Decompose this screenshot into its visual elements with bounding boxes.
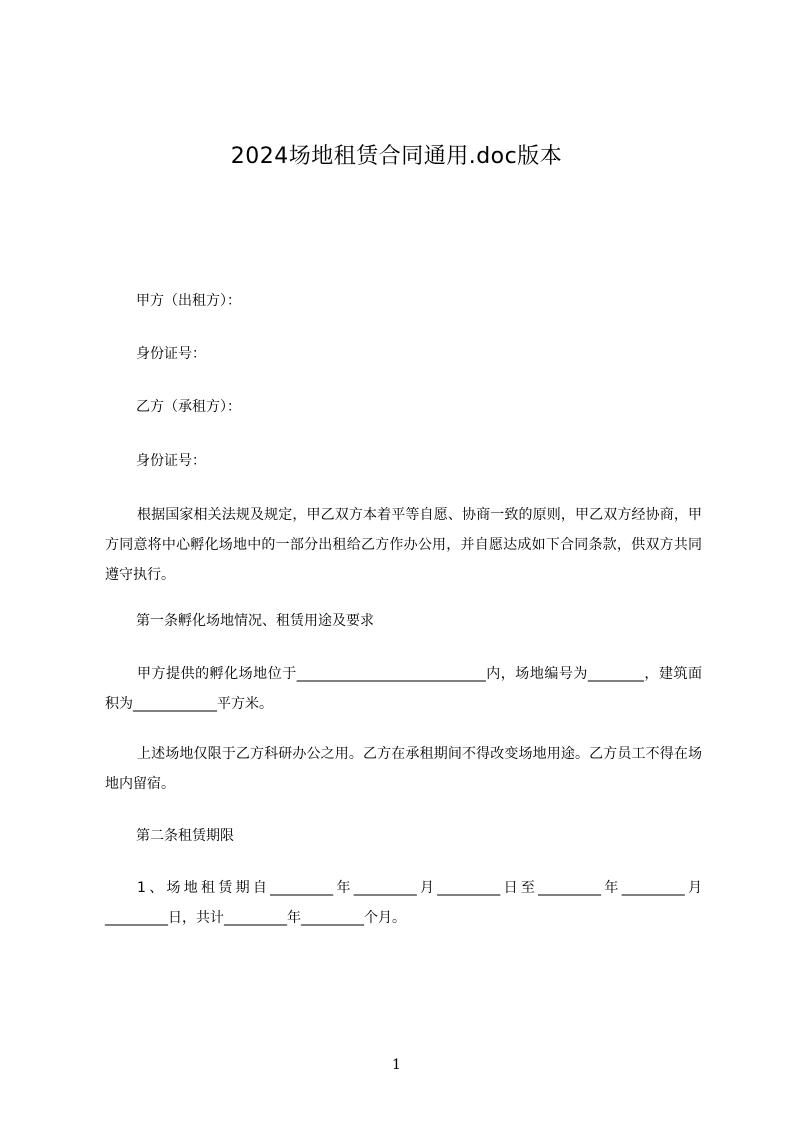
article-1-usage-paragraph: 上述场地仅限于乙方科研办公之用。乙方在承租期间不得改变场地用途。乙方员工不得在场地内留宿。 [105, 746, 702, 792]
party-a-label: 甲方（出租方）： [136, 293, 241, 309]
article-2-term-paragraph: 1、场地租赁期自_________年_________月_________日至_________年_________月_________日，共计_________年_________个月。 [105, 880, 702, 926]
document-title: 2024场地租赁合同通用.doc版本 [230, 144, 563, 169]
page-number: 1 [392, 1057, 401, 1073]
party-a-id-label: 身份证号： [136, 346, 206, 362]
party-b-id-label: 身份证号： [136, 453, 206, 469]
article-1-heading: 第一条孵化场地情况、租赁用途及要求 [136, 613, 374, 629]
article-2-heading: 第二条租赁期限 [136, 828, 234, 844]
intro-paragraph: 根据国家相关法规及规定，甲乙双方本着平等自愿、协商一致的原则，甲乙双方经协商，甲方同意将中心孵化场地中的一部分出租给乙方作办公用，并自愿达成如下合同条款，供双方共同遵守执行。 [105, 507, 702, 583]
article-1-location-paragraph: 甲方提供的孵化场地位于___________________________内，场地编号为________，建筑面积为____________平方米。 [105, 666, 702, 712]
party-b-label: 乙方（承租方）： [136, 399, 241, 415]
